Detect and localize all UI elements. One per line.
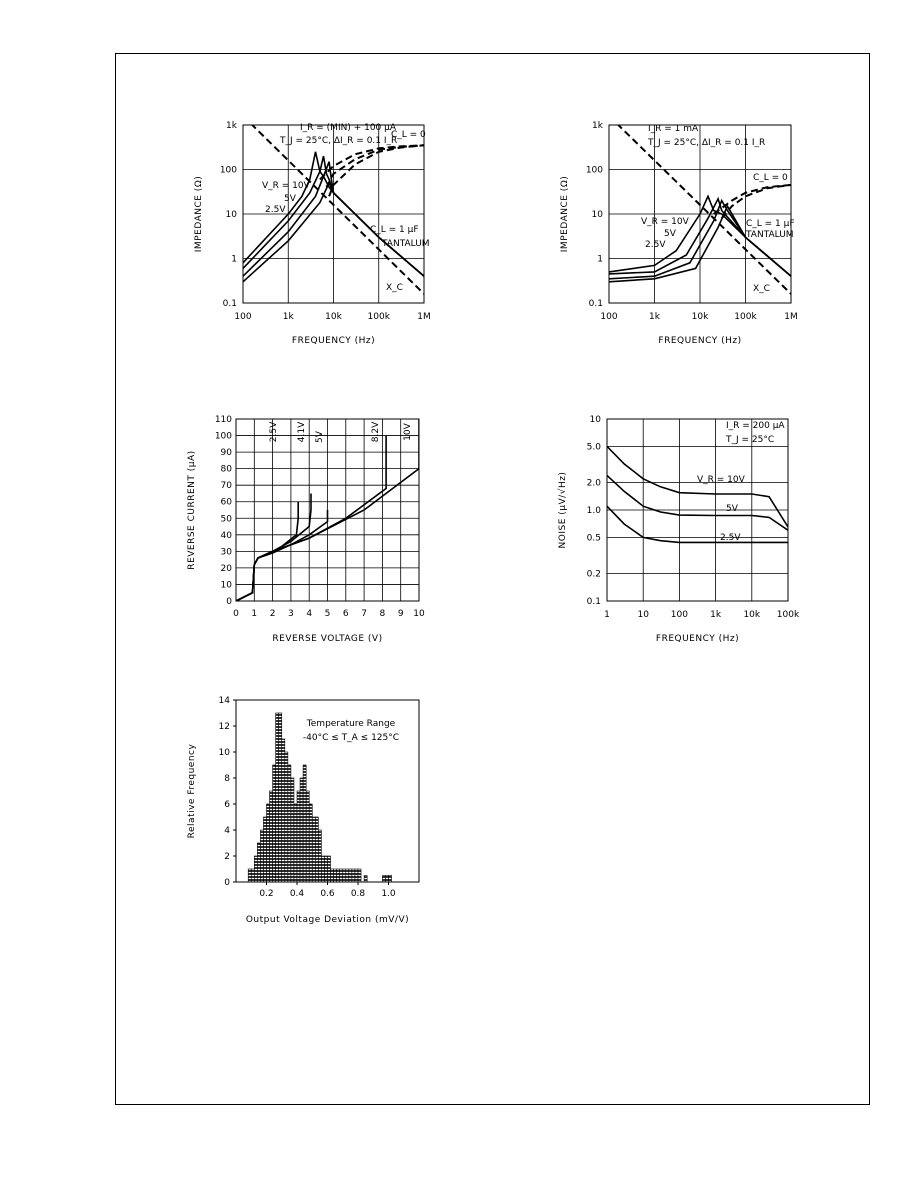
- histogram-bar: [303, 765, 306, 882]
- histogram-bar: [254, 856, 257, 882]
- x-tick-label: 100k: [776, 610, 800, 620]
- y-tick-label: 4: [224, 826, 230, 836]
- annotation: 5V: [315, 431, 325, 443]
- y-tick-label: 5.0: [586, 442, 601, 453]
- histogram-bar: [355, 869, 358, 882]
- histogram-bar: [306, 791, 309, 882]
- x-axis-label: REVERSE VOLTAGE (V): [272, 634, 383, 644]
- y-tick-label: 50: [220, 514, 232, 525]
- annotation: Temperature Range: [306, 719, 396, 729]
- x-axis-label: FREQUENCY (Hz): [655, 634, 740, 644]
- annotation: T_J = 25°C, ΔI_R = 0.1 I_R: [648, 138, 766, 148]
- y-tick-label: 80: [220, 464, 232, 475]
- y-tick-label: 2.0: [586, 478, 601, 489]
- histogram-bar: [352, 869, 355, 882]
- histogram-bar: [346, 869, 349, 882]
- histogram-bar: [382, 876, 385, 883]
- chart-impedance_right: [560, 116, 798, 346]
- x-tick-label: 1.0: [381, 889, 396, 899]
- histogram-bar: [337, 869, 340, 882]
- x-tick-label: 1M: [417, 312, 431, 322]
- y-tick-label: 10: [220, 580, 232, 591]
- y-tick-label: 10: [589, 415, 601, 425]
- x-tick-label: 100: [234, 312, 252, 322]
- y-tick-label: 70: [220, 481, 232, 492]
- x-tick-label: 1: [251, 609, 258, 619]
- y-tick-label: 0: [226, 597, 232, 607]
- histogram-bar: [294, 804, 297, 882]
- series-line-5v-c-l-0: [327, 145, 425, 187]
- histogram-bar: [318, 830, 321, 882]
- y-tick-label: 10: [591, 210, 603, 220]
- x-tick-label: 10k: [325, 312, 342, 322]
- histogram-bar: [257, 843, 260, 882]
- histogram-bar: [331, 869, 334, 882]
- histogram-bar: [279, 713, 282, 882]
- histogram-bar: [270, 791, 273, 882]
- histogram-bar: [385, 876, 388, 883]
- histogram-bar: [260, 830, 263, 882]
- y-tick-label: 1: [231, 254, 237, 265]
- histogram-bar: [248, 869, 251, 882]
- histogram-bar: [309, 804, 312, 882]
- x-tick-label: 5: [324, 609, 331, 619]
- x-axis-label: FREQUENCY (Hz): [291, 336, 376, 346]
- histogram-bar: [364, 876, 367, 883]
- annotation: 5V: [284, 194, 296, 204]
- y-tick-label: 10: [225, 210, 237, 220]
- x-tick-label: 100k: [734, 312, 757, 322]
- y-tick-label: 100: [219, 165, 237, 176]
- y-tick-label: 6: [224, 800, 230, 810]
- y-axis-label: REVERSE CURRENT (µA): [187, 450, 197, 570]
- annotation: 5V: [664, 229, 676, 239]
- x-tick-label: 10k: [743, 610, 761, 620]
- x-tick-label: 100: [670, 610, 688, 620]
- y-tick-label: 100: [585, 165, 603, 176]
- y-tick-label: 0.1: [222, 299, 237, 309]
- annotation: T_J = 25°C, ΔI_R = 0.1 I_R: [280, 136, 398, 146]
- histogram-bar: [288, 765, 291, 882]
- y-tick-label: 1k: [226, 121, 237, 131]
- x-tick-label: 100: [600, 312, 618, 322]
- x-tick-label: 1k: [649, 312, 660, 322]
- annotation: 2.5V: [720, 533, 741, 543]
- y-tick-label: 100: [214, 431, 232, 442]
- x-tick-label: 9: [397, 609, 404, 619]
- y-axis-label: IMPEDANCE (Ω): [194, 175, 204, 253]
- histogram-bar: [263, 817, 266, 882]
- y-tick-label: 8: [224, 774, 230, 784]
- series-line-5v: [236, 510, 328, 601]
- y-tick-label: 10: [218, 748, 230, 758]
- annotation: -40°C ≤ T_A ≤ 125°C: [302, 733, 400, 743]
- series-line-2-5v-c-l-0: [329, 145, 424, 196]
- x-tick-label: 2: [269, 609, 276, 619]
- x-tick-label: 1k: [710, 610, 722, 620]
- chart-impedance_left: [194, 116, 431, 346]
- annotation: 5V: [726, 504, 738, 514]
- y-tick-label: 40: [220, 530, 232, 541]
- histogram-bar: [340, 869, 343, 882]
- annotation: X_C: [386, 283, 403, 293]
- annotation: T_J = 25°C: [726, 435, 775, 445]
- y-tick-label: 1.0: [586, 506, 601, 516]
- annotation: I_R = 200 µA: [726, 421, 785, 431]
- annotation: C_L = 0: [753, 173, 788, 183]
- y-tick-label: 0.1: [588, 299, 603, 309]
- y-tick-label: 12: [218, 722, 230, 732]
- y-tick-label: 0: [224, 878, 230, 888]
- annotation: 10V: [403, 423, 413, 441]
- series-line-2-5v: [607, 506, 788, 542]
- chart-reverse_characteristics: [187, 415, 425, 644]
- y-axis-label: Relative Frequency: [187, 743, 197, 839]
- x-tick-label: 4: [306, 609, 313, 619]
- annotation: 2.5V: [645, 240, 666, 250]
- histogram-bar: [321, 856, 324, 882]
- x-axis-label: Output Voltage Deviation (mV/V): [245, 915, 410, 925]
- x-tick-label: 0.6: [320, 889, 335, 899]
- x-tick-label: 6: [342, 609, 349, 619]
- histogram-bar: [267, 804, 270, 882]
- y-tick-label: 14: [218, 696, 230, 706]
- chart-output_deviation_histogram: [187, 696, 419, 925]
- y-tick-label: 2: [224, 852, 230, 862]
- annotation: C_L = 0: [391, 130, 426, 140]
- series-line-4-1v: [236, 494, 311, 602]
- histogram-bar: [349, 869, 352, 882]
- chart-noise_voltage: [557, 415, 800, 644]
- histogram-bar: [315, 817, 318, 882]
- annotation: 2.5V: [265, 205, 286, 215]
- annotation: I_R = (MIN) + 100 µA: [300, 123, 397, 133]
- x-tick-label: 0.2: [259, 889, 274, 899]
- histogram-bar: [334, 869, 337, 882]
- annotation: TANTALUM: [746, 230, 794, 240]
- x-tick-label: 3: [288, 609, 294, 619]
- histogram-bar: [389, 876, 392, 883]
- histogram-bar: [358, 869, 361, 882]
- x-tick-label: 10: [637, 610, 649, 620]
- annotation: C_L = 1 µF: [370, 225, 419, 235]
- histogram-bar: [324, 856, 327, 882]
- x-tick-label: 10: [413, 609, 425, 619]
- histogram-bar: [276, 713, 279, 882]
- histogram-bar: [297, 791, 300, 882]
- annotation: 4.1V: [297, 421, 307, 443]
- x-tick-label: 0.8: [350, 889, 366, 899]
- annotation: V_R = 10V: [697, 475, 745, 485]
- y-tick-label: 0.1: [586, 597, 601, 607]
- x-axis-label: FREQUENCY (Hz): [658, 336, 742, 346]
- series-line-10v-c-l-0: [320, 145, 424, 179]
- y-tick-label: 110: [214, 415, 232, 425]
- x-tick-label: 8: [379, 609, 386, 619]
- x-tick-label: 1k: [282, 312, 294, 322]
- histogram-bar: [285, 752, 288, 882]
- annotation: V_R = 10V: [641, 217, 689, 227]
- x-tick-label: 0.4: [289, 889, 305, 899]
- annotation: 8.2V: [371, 421, 381, 443]
- y-axis-label: NOISE (µV/√Hz): [558, 471, 568, 549]
- annotation: C_L = 1 µF: [746, 219, 795, 229]
- histogram-bar: [291, 778, 294, 882]
- x-tick-label: 100k: [367, 312, 390, 322]
- histogram-bar: [328, 856, 331, 882]
- y-axis-label: IMPEDANCE (Ω): [560, 175, 570, 253]
- x-tick-label: 1: [604, 610, 610, 620]
- y-tick-label: 60: [220, 497, 232, 508]
- x-tick-label: 1M: [784, 312, 798, 322]
- y-tick-label: 0.5: [586, 533, 601, 544]
- annotation: V_R = 10V: [262, 181, 310, 191]
- histogram-bar: [343, 869, 346, 882]
- annotation: X_C: [753, 284, 770, 294]
- annotation: 2.5V: [269, 421, 279, 443]
- histogram-bar: [300, 778, 303, 882]
- annotation: I_R = 1 mA: [648, 124, 699, 134]
- histogram-bar: [282, 739, 285, 882]
- x-tick-label: 7: [361, 609, 367, 619]
- y-tick-label: 0.2: [586, 569, 601, 580]
- y-tick-label: 30: [220, 547, 232, 558]
- histogram-bar: [251, 869, 254, 882]
- x-tick-label: 0: [233, 609, 239, 619]
- y-tick-label: 1: [597, 254, 603, 265]
- y-tick-label: 90: [220, 448, 232, 459]
- histogram-bar: [273, 765, 276, 882]
- x-tick-label: 10k: [691, 312, 709, 322]
- y-tick-label: 1k: [592, 121, 603, 131]
- y-tick-label: 20: [220, 563, 232, 574]
- histogram-bar: [312, 817, 315, 882]
- annotation: TANTALUM: [382, 239, 430, 249]
